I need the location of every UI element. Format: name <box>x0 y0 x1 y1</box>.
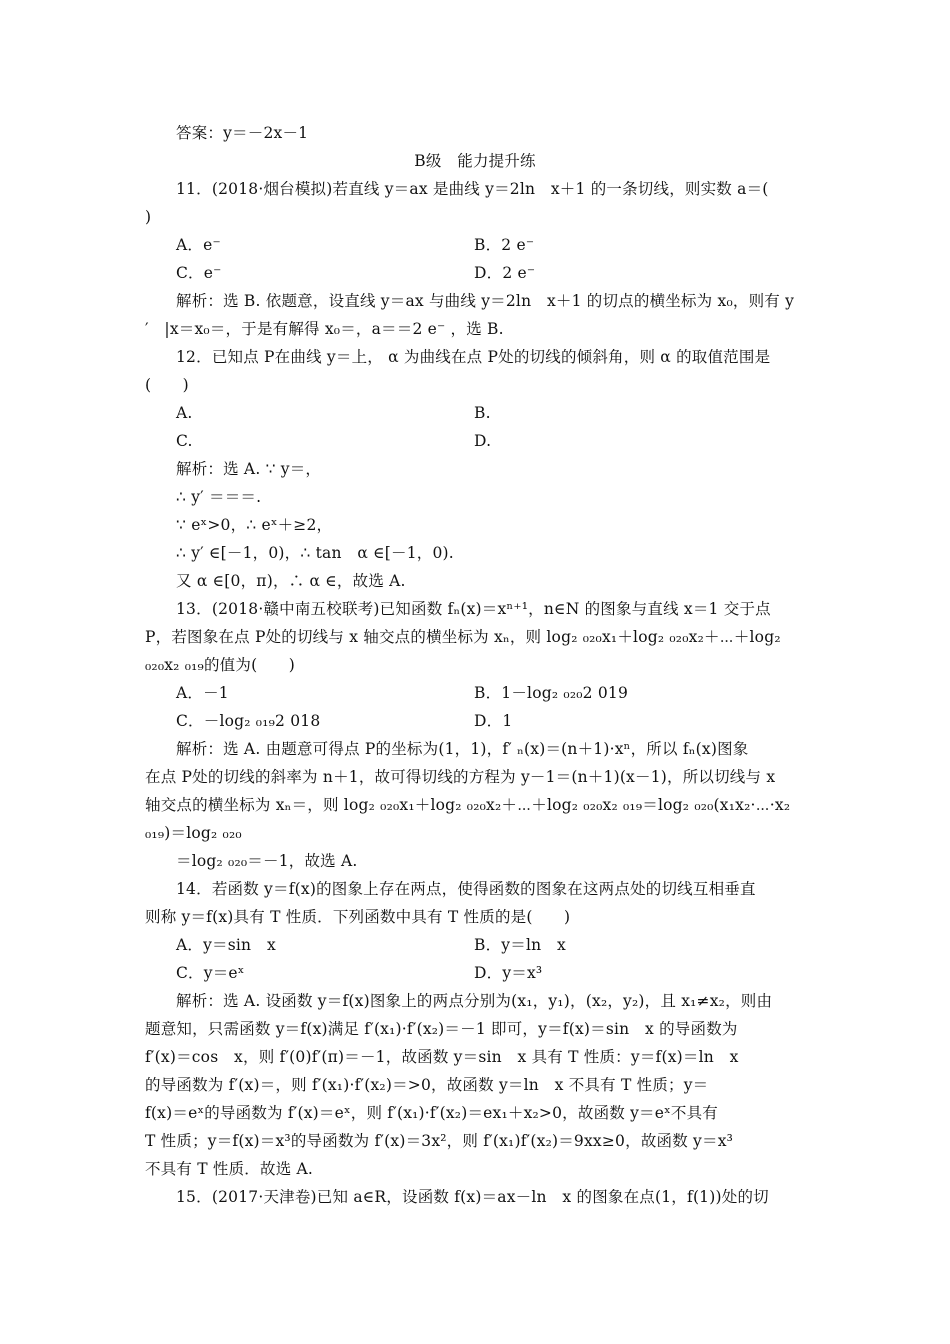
q12-stem-cont: ( ) <box>145 376 189 394</box>
previous-answer: 答案：y＝－2x－1 <box>176 124 309 142</box>
q13-option-c: C．－log₂ ₀₁₉2 018 <box>176 712 321 730</box>
q14-option-c: C．y＝eˣ <box>176 964 245 982</box>
q13-option-b: B．1－log₂ ₀₂₀2 019 <box>474 684 629 702</box>
q11-stem: 11．(2018·烟台模拟)若直线 y＝ax 是曲线 y＝2ln x＋1 的一条切线，则实数 a＝( <box>176 180 769 198</box>
q11-solution-cont: ′ |x＝x₀＝，于是有解得 x₀＝，a＝＝2 e⁻ ，选 B. <box>145 320 504 338</box>
q11-option-d: D．2 e⁻ <box>474 264 536 282</box>
q14-solution-cont: 的导函数为 f′(x)＝，则 f′(x₁)·f′(x₂)＝>0，故函数 y＝ln x 不具有 T 性质；y＝ <box>145 1076 709 1094</box>
q13-option-a: A．－1 <box>176 684 229 702</box>
q12-option-c: C. <box>176 432 193 450</box>
q13-solution-cont: ₀₁₉)＝log₂ ₀₂₀ <box>145 824 242 842</box>
q13-stem-cont: ₀₂₀x₂ ₀₁₉的值为( ) <box>145 656 295 674</box>
q14-option-b: B．y＝ln x <box>474 936 566 954</box>
q11-option-b: B．2 e⁻ <box>474 236 535 254</box>
q12-solution: 解析：选 A. ∵ y＝， <box>176 460 322 478</box>
q11-option-c: C．e⁻ <box>176 264 222 282</box>
q14-solution-cont: f(x)＝eˣ的导函数为 f′(x)＝eˣ，则 f′(x₁)·f′(x₂)＝ex₁＋x₂>0，故函数 y＝eˣ不具有 <box>145 1104 718 1122</box>
q12-solution-line: 又 α ∈[0，π)，∴ α ∈，故选 A. <box>176 572 406 590</box>
q13-solution-cont: ＝log₂ ₀₂₀＝－1，故选 A. <box>176 852 358 870</box>
q14-stem: 14．若函数 y＝f(x)的图象上存在两点，使得函数的图象在这两点处的切线互相垂直 <box>176 880 756 898</box>
q14-solution: 解析：选 A. 设函数 y＝f(x)图象上的两点分别为(x₁，y₁)，(x₂，y₂)，且 x₁≠x₂，则由 <box>176 992 773 1010</box>
q13-solution-cont: 轴交点的横坐标为 xₙ＝，则 log₂ ₀₂₀x₁＋log₂ ₀₂₀x₂＋⋯＋log₂ ₀₂₀x₂ ₀₁₉＝log₂ ₀₂₀(x₁x₂·⋯·x₂ <box>145 796 791 814</box>
q12-option-a: A. <box>176 404 193 422</box>
q14-stem-cont: 则称 y＝f(x)具有 T 性质．下列函数中具有 T 性质的是( ) <box>145 908 571 926</box>
q12-solution-line: ∴ y′ ＝＝＝. <box>176 488 262 506</box>
q14-solution-cont: 题意知，只需函数 y＝f(x)满足 f′(x₁)·f′(x₂)＝－1 即可，y＝f(x)＝sin x 的导函数为 <box>145 1020 738 1038</box>
q13-stem-cont: P，若图象在点 P处的切线与 x 轴交点的横坐标为 xₙ，则 log₂ ₀₂₀x₁＋log₂ ₀₂₀x₂＋⋯＋log₂ <box>145 628 781 646</box>
q13-stem: 13．(2018·赣中南五校联考)已知函数 fₙ(x)＝xⁿ⁺¹，n∈N 的图象与直线 x＝1 交于点 <box>176 600 771 618</box>
q11-solution: 解析：选 B. 依题意，设直线 y＝ax 与曲线 y＝2ln x＋1 的切点的横坐标为 x₀，则有 y <box>176 292 795 310</box>
q12-solution-line: ∵ eˣ>0，∴ eˣ＋≥2， <box>176 516 333 534</box>
q13-solution-cont: 在点 P处的切线的斜率为 n＋1，故可得切线的方程为 y－1＝(n＋1)(x－1)，所以切线与 x <box>145 768 776 786</box>
q14-solution-cont: T 性质；y＝f(x)＝x³的导函数为 f′(x)＝3x²，则 f′(x₁)f′(x₂)＝9xx≥0，故函数 y＝x³ <box>145 1132 734 1150</box>
q12-option-d: D. <box>474 432 492 450</box>
q14-option-a: A．y＝sin x <box>176 936 276 954</box>
q12-option-b: B. <box>474 404 491 422</box>
q15-stem: 15．(2017·天津卷)已知 a∈R，设函数 f(x)＝ax－ln x 的图象在点(1，f(1))处的切 <box>176 1188 769 1206</box>
q13-option-d: D．1 <box>474 712 513 730</box>
q11-stem-cont: ) <box>145 208 152 226</box>
q11-option-a: A．e⁻ <box>176 236 221 254</box>
q13-solution: 解析：选 A. 由题意可得点 P的坐标为(1，1)，f′ ₙ(x)＝(n＋1)·xⁿ，所以 fₙ(x)图象 <box>176 740 749 758</box>
q14-solution-cont: f′(x)＝cos x，则 f′(0)f′(π)＝－1，故函数 y＝sin x 具有 T 性质：y＝f(x)＝ln x <box>145 1048 739 1066</box>
section-title: B级 能力提升练 <box>414 152 536 170</box>
q12-solution-line: ∴ y′ ∈[－1，0)，∴ tan α ∈[－1，0). <box>176 544 454 562</box>
q12-stem: 12．已知点 P在曲线 y＝上， α 为曲线在点 P处的切线的倾斜角，则 α 的取值范围是 <box>176 348 771 366</box>
q14-solution-cont: 不具有 T 性质．故选 A. <box>145 1160 314 1178</box>
q14-option-d: D．y＝x³ <box>474 964 543 982</box>
